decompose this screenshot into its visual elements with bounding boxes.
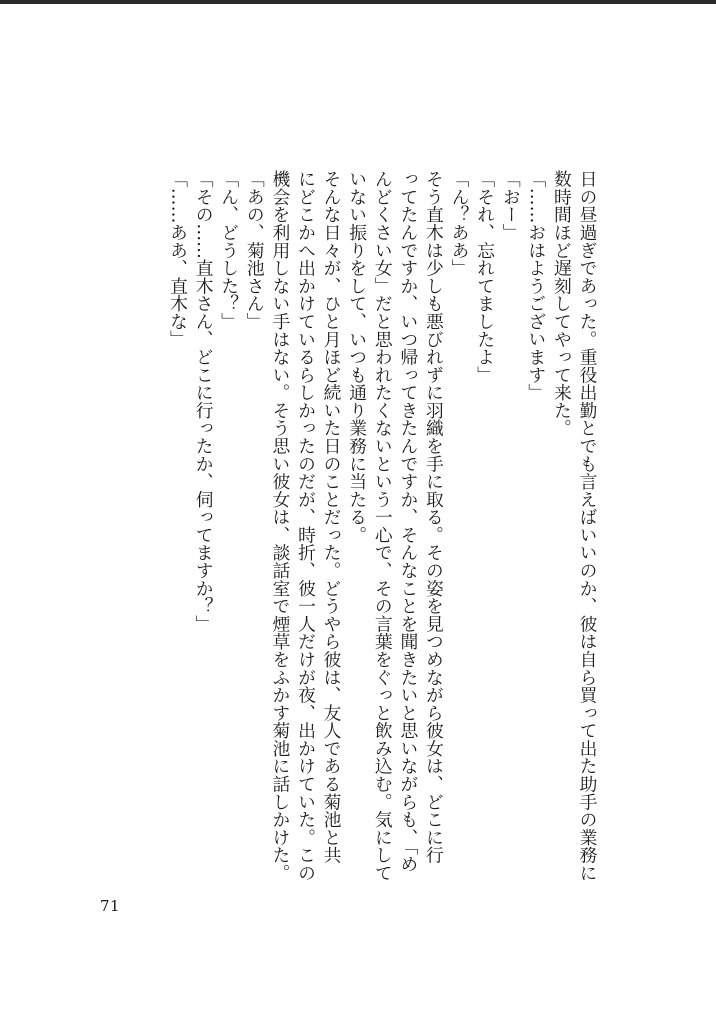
text-line: 「……おはようございます」 [525, 170, 547, 402]
top-edge-bar [0, 0, 716, 4]
text-line: いない振りをして、いつも通り業務に当たる。 [346, 170, 368, 544]
text-line: そう直木は少しも悪びれずに羽織を手に取る。その姿を見つめながら彼女は、どこに行 [423, 170, 445, 864]
text-line: 「ん？ああ」 [449, 170, 471, 277]
text-line: 日の昼過ぎであった。重役出勤とでも言えばいいのか、彼は自ら買って出た助手の業務に [577, 170, 598, 882]
text-line: ってたんですか、いつ帰ってきたんですか、そんなことを聞きたいと思いながらも、「め [397, 170, 419, 873]
text-line: 機会を利用しない手はない。そう思い彼女は、談話室で煙草をふかす菊池に話しかけた。 [269, 170, 291, 882]
text-line: 「あの、菊池さん」 [244, 170, 266, 331]
page-number: 71 [100, 897, 121, 915]
text-line: 「それ、忘れてましたよ」 [474, 170, 496, 384]
text-line: 「おー」 [500, 170, 522, 242]
text-line: 「その……直木さん、どこに行ったか、伺ってますか？」 [193, 170, 215, 633]
text-line: 数時間ほど遅刻してやって来た。 [551, 170, 573, 437]
text-line: んどくさい女」だと思われたくないという一心で、その言葉をぐっと飲み込む。気にして [372, 170, 394, 882]
text-line: 「ん、どうした？」 [218, 170, 240, 331]
text-line: 「……ああ、直木な」 [167, 170, 189, 348]
vertical-text-body [165, 170, 600, 882]
text-line: そんな日々が、ひと月ほど続いた日のことだった。どうやら彼は、友人である菊池と共 [321, 170, 343, 864]
text-line: にどこかへ出かけているらしかったのだが、時折、彼一人だけが夜、出かけていた。この [295, 170, 317, 882]
